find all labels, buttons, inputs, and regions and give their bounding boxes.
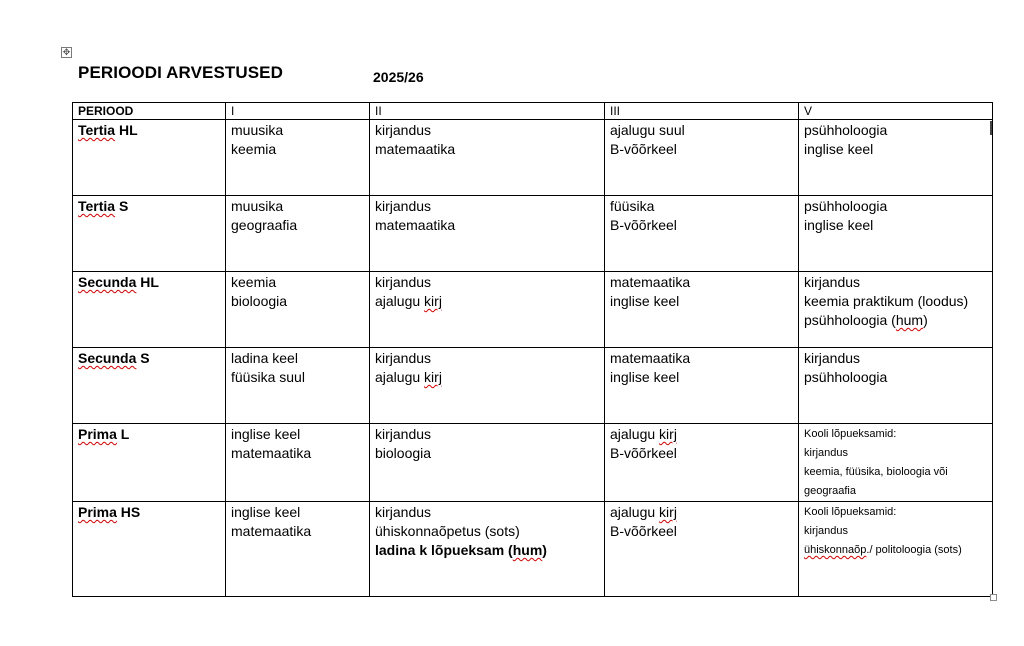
subject-cell[interactable]: [605, 348, 799, 424]
table-row: [73, 502, 993, 597]
subject-cell[interactable]: [370, 502, 605, 597]
subject-line: geograafia: [231, 217, 298, 233]
subject-cell[interactable]: [370, 348, 605, 424]
period-name: [78, 504, 140, 520]
subject-line: B-võõrkeel: [610, 445, 677, 461]
header-col-i[interactable]: I: [226, 103, 370, 120]
subject-line: füüsika: [610, 198, 655, 214]
subject-line: B-võõrkeel: [610, 523, 677, 539]
subject-line: kirjandus: [375, 350, 432, 366]
subject-line: ajalugu kirj: [610, 426, 677, 442]
subject-cell[interactable]: [799, 502, 993, 597]
subject-line: psühholoogia: [804, 369, 888, 385]
period-cell[interactable]: [73, 502, 226, 597]
period-name: [78, 198, 128, 214]
subject-line: kirjandus: [804, 447, 849, 459]
subject-line: matemaatika: [375, 141, 456, 157]
subject-cell[interactable]: [799, 424, 993, 502]
period-name: [78, 274, 159, 290]
subject-line: keemia: [231, 274, 277, 290]
period-word: Secunda: [78, 350, 137, 366]
table-body: [73, 120, 993, 597]
period-name: [78, 426, 129, 442]
subject-line: kirjandus: [375, 426, 432, 442]
subject-cell[interactable]: [605, 502, 799, 597]
subject-cell[interactable]: [605, 120, 799, 196]
document-year: 2025/26: [373, 69, 424, 85]
subject-line: ajalugu kirj: [375, 369, 442, 385]
subject-line: ajalugu kirj: [375, 293, 442, 309]
subject-cell[interactable]: [605, 424, 799, 502]
subject-line: kirjandus: [804, 525, 849, 537]
table-row: [73, 196, 993, 272]
subject-line: psühholoogia: [804, 198, 888, 214]
text-cursor: [990, 121, 992, 135]
subject-line: B-võõrkeel: [610, 141, 677, 157]
subject-line: kirjandus: [375, 504, 432, 520]
period-cell[interactable]: [73, 348, 226, 424]
subject-line: matemaatika: [231, 523, 312, 539]
subject-line: ladina keel: [231, 350, 298, 366]
subject-cell[interactable]: [605, 272, 799, 348]
subject-line: ladina k lõpueksam (hum): [375, 542, 547, 558]
subject-line: B-võõrkeel: [610, 217, 677, 233]
table-row: [73, 348, 993, 424]
subject-cell[interactable]: [226, 120, 370, 196]
period-cell[interactable]: [73, 196, 226, 272]
subject-line: matemaatika: [231, 445, 312, 461]
period-word: Prima: [78, 426, 117, 442]
subject-cell[interactable]: [370, 424, 605, 502]
period-word: Prima: [78, 504, 117, 520]
subject-line: ajalugu kirj: [610, 504, 677, 520]
subject-cell[interactable]: [799, 272, 993, 348]
period-suffix: HL: [115, 122, 138, 138]
subject-line: Kooli lõpueksamid:: [804, 428, 897, 440]
subject-line: Kooli lõpueksamid:: [804, 506, 897, 518]
subject-line: muusika: [231, 198, 284, 214]
period-suffix: S: [115, 198, 129, 214]
table-row: [73, 272, 993, 348]
subject-cell[interactable]: [799, 120, 993, 196]
subject-line: kirjandus: [375, 198, 432, 214]
subject-cell[interactable]: [370, 272, 605, 348]
header-col-iii[interactable]: III: [605, 103, 799, 120]
subject-line: matemaatika: [610, 274, 691, 290]
period-cell[interactable]: [73, 424, 226, 502]
period-word: Tertia: [78, 122, 116, 138]
subject-line: keemia praktikum (loodus): [804, 293, 969, 309]
subject-line: inglise keel: [610, 293, 680, 309]
period-cell[interactable]: [73, 272, 226, 348]
subject-line: füüsika suul: [231, 369, 305, 385]
document-title: PERIOODI ARVESTUSED: [78, 63, 283, 82]
period-suffix: HL: [136, 274, 159, 290]
period-cell[interactable]: [73, 120, 226, 196]
period-word: Secunda: [78, 274, 137, 290]
subject-cell[interactable]: [226, 348, 370, 424]
subject-cell[interactable]: [370, 196, 605, 272]
period-suffix: HS: [116, 504, 141, 520]
table-row: [73, 120, 993, 196]
subject-line: ajalugu suul: [610, 122, 685, 138]
table-resize-handle-icon[interactable]: [990, 594, 997, 601]
subject-cell[interactable]: [370, 120, 605, 196]
period-suffix: S: [136, 350, 150, 366]
subject-line: muusika: [231, 122, 284, 138]
subject-line: kirjandus: [375, 274, 432, 290]
header-col-v[interactable]: V: [799, 103, 993, 120]
subject-line: matemaatika: [610, 350, 691, 366]
schedule-table: [72, 102, 993, 597]
table-header-row: [73, 103, 993, 120]
period-word: Tertia: [78, 198, 116, 214]
table-row: [73, 424, 993, 502]
header-col-ii[interactable]: II: [370, 103, 605, 120]
subject-cell[interactable]: [799, 348, 993, 424]
subject-line: inglise keel: [804, 141, 874, 157]
subject-line: kirjandus: [804, 350, 861, 366]
period-name: [78, 122, 138, 138]
subject-cell[interactable]: [605, 196, 799, 272]
subject-cell[interactable]: [226, 424, 370, 502]
period-suffix: L: [116, 426, 130, 442]
table-move-handle-icon[interactable]: ✥: [62, 47, 71, 57]
header-period[interactable]: PERIOOD: [73, 103, 226, 120]
subject-line: inglise keel: [804, 217, 874, 233]
subject-line: ühiskonnaõpetus (sots): [375, 523, 520, 539]
subject-line: ühiskonnaõp./ politoloogia (sots): [804, 544, 962, 556]
subject-cell[interactable]: [226, 196, 370, 272]
subject-line: geograafia: [804, 485, 856, 497]
subject-cell[interactable]: [799, 196, 993, 272]
subject-line: matemaatika: [375, 217, 456, 233]
subject-line: psühholoogia: [804, 122, 888, 138]
subject-line: kirjandus: [375, 122, 432, 138]
subject-line: kirjandus: [804, 274, 861, 290]
subject-line: inglise keel: [231, 426, 301, 442]
subject-line: bioloogia: [375, 445, 432, 461]
subject-line: inglise keel: [231, 504, 301, 520]
period-name: [78, 350, 150, 366]
subject-line: inglise keel: [610, 369, 680, 385]
subject-line: bioloogia: [231, 293, 288, 309]
subject-line: keemia: [231, 141, 277, 157]
subject-cell[interactable]: [226, 272, 370, 348]
subject-line: keemia, füüsika, bioloogia või: [804, 466, 948, 478]
subject-cell[interactable]: [226, 502, 370, 597]
subject-line: psühholoogia (hum): [804, 312, 928, 328]
